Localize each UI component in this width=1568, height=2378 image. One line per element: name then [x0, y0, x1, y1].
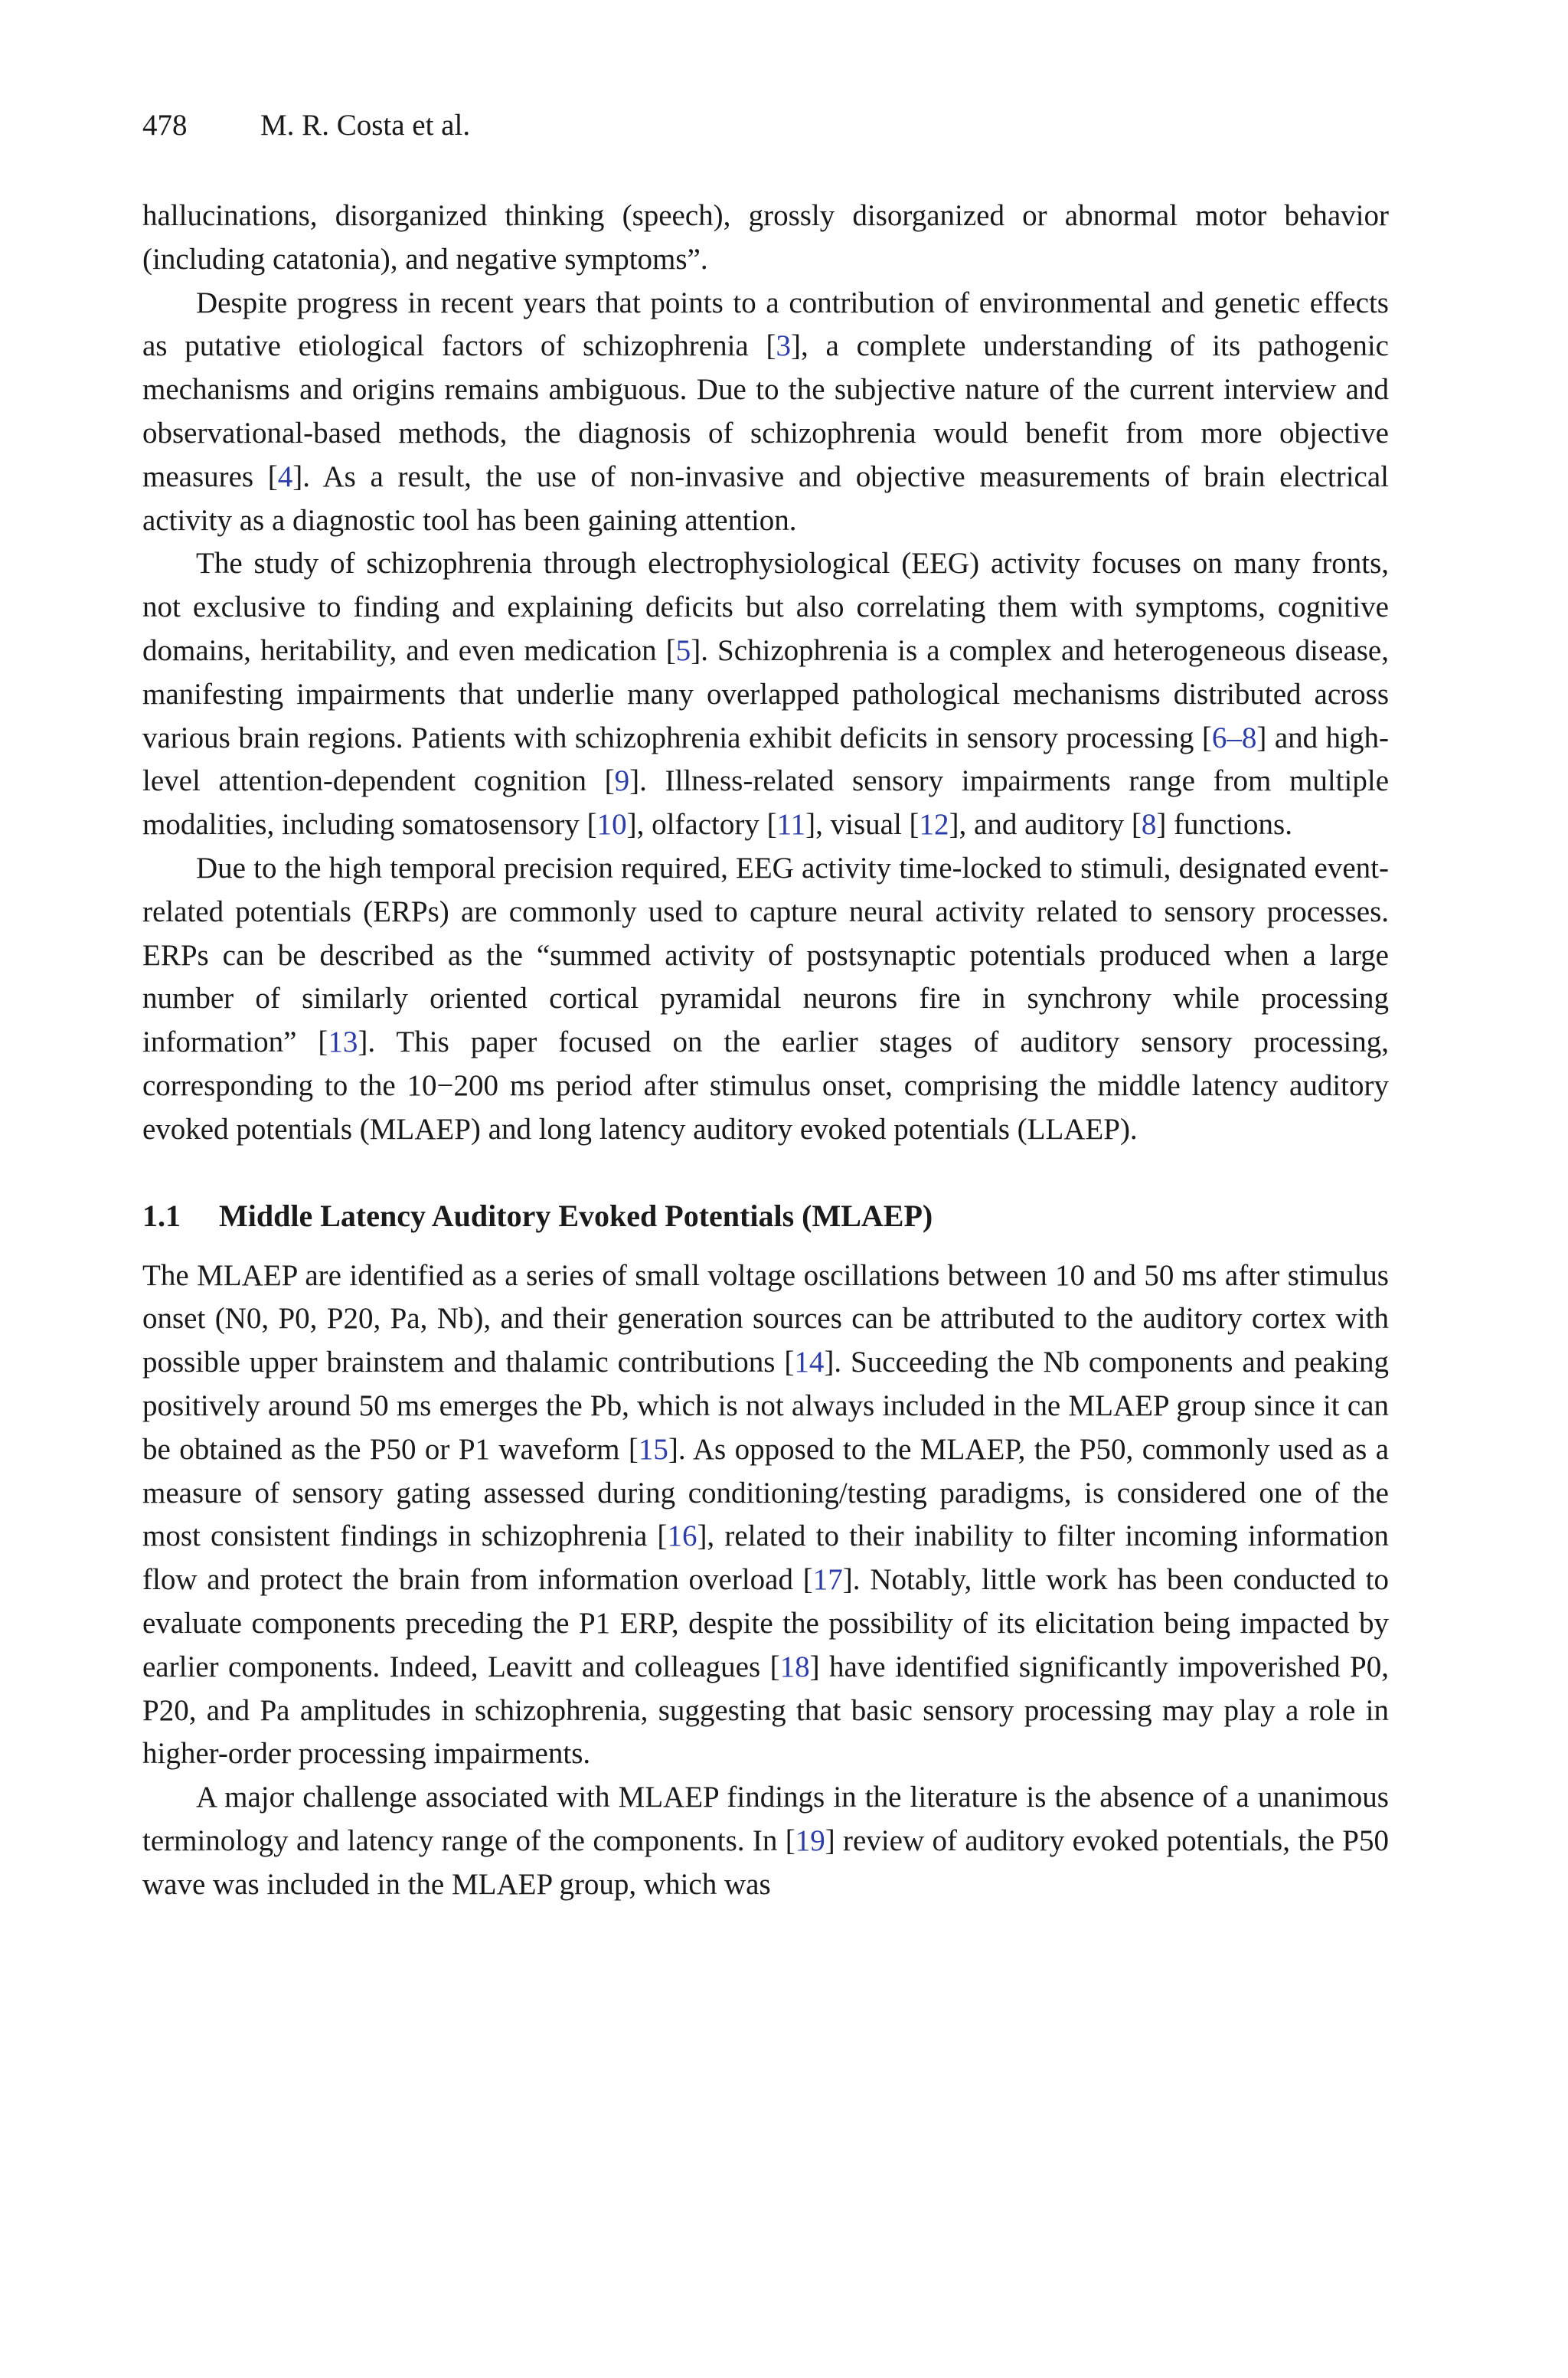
text-run: ]. Illness-related sensory impairments range from multiple modalities, including somatosensory [ — [142, 764, 1389, 842]
text-run: The MLAEP are identified as a series of small voltage oscillations between 10 and 50 ms after stimulus onset (N0, P0, P20, Pa, Nb), and their generation sources can be attributed to the auditory cortex with possible upper brainstem and thalamic contributions [ — [142, 1258, 1389, 1379]
text-run: Despite progress in recent years that points to a contribution of environmental and genetic effects as putative etiological factors of schizophrenia [ — [142, 286, 1389, 363]
citation-link[interactable]: 11 — [776, 808, 806, 842]
text-run: Due to the high temporal precision required, EEG activity time-locked to stimuli, designated event-related potentials (ERPs) are commonly used to capture neural activity related to sensory processes. ERPs can be described as the “summed activity of postsynaptic potentials produced when a large number of similarly oriented cortical pyramidal neurons fire in synchrony while processing information” [ — [142, 851, 1389, 1059]
text-run: ], related to their inability to filter incoming information flow and protect the brain from information overload [ — [142, 1519, 1389, 1597]
text-run: ] and high-level attention-dependent cognition [ — [142, 721, 1389, 798]
citation-link[interactable]: 3 — [776, 329, 791, 363]
text-run: ]. As a result, the use of non-invasive and objective measurements of brain electrical activity as a diagnostic tool has been gaining attention. — [142, 460, 1389, 537]
paragraph-p5 — [142, 1776, 1389, 1906]
section-number: 1.1 — [142, 1198, 181, 1233]
text-run: A major challenge associated with MLAEP findings in the literature is the absence of a unanimous terminology and latency range of the components. In [ — [142, 1781, 1389, 1857]
text-run: The study of schizophrenia through electrophysiological (EEG) activity focuses on many fronts, not exclusive to finding and explaining deficits but also correlating them with symptoms, cognitive domains, heritability, and even medication [ — [142, 547, 1389, 667]
citation-link[interactable]: 17 — [812, 1563, 843, 1597]
paragraph-p1 — [142, 282, 1389, 543]
paragraph-p2 — [142, 542, 1389, 847]
citation-link[interactable]: 14 — [794, 1346, 825, 1379]
running-head-authors: M. R. Costa et al. — [260, 109, 471, 142]
text-run: ] review of auditory evoked potentials, the P50 wave was included in the MLAEP group, which was — [142, 1824, 1389, 1901]
running-header — [142, 107, 470, 144]
text-run: ] have identified significantly impoverished P0, P20, and Pa amplitudes in schizophrenia, suggesting that basic sensory processing may play a role in higher-order processing impairments. — [142, 1650, 1389, 1771]
paragraph-p0 — [142, 195, 1389, 282]
citation-link[interactable]: 10 — [596, 808, 627, 842]
citation-link[interactable]: 12 — [919, 808, 949, 842]
citation-link[interactable]: 8 — [1141, 808, 1157, 842]
citation-link[interactable]: 9 — [614, 764, 630, 798]
citation-link[interactable]: 16 — [667, 1519, 697, 1553]
text-run: ]. This paper focused on the earlier stages of auditory sensory processing, corresponding to the 10−200 ms period after stimulus onset, comprising the middle latency auditory evoked potentials (MLAEP) and long latency auditory evoked potentials (LLAEP). — [142, 1025, 1389, 1146]
citation-link[interactable]: 4 — [277, 460, 293, 493]
paragraph-p4 — [142, 1254, 1389, 1777]
text-run: ]. Schizophrenia is a complex and heterogeneous disease, manifesting impairments that underlie many overlapped pathological mechanisms distributed across various brain regions. Patients with schizophrenia exhibit deficits in sensory processing [ — [142, 633, 1389, 754]
citation-link[interactable]: 15 — [638, 1432, 668, 1466]
citation-link[interactable]: 6–8 — [1211, 721, 1257, 754]
citation-link[interactable]: 5 — [675, 633, 691, 667]
text-run: ], and auditory [ — [949, 808, 1142, 842]
paragraph-p3 — [142, 847, 1389, 1152]
section-heading — [142, 1195, 1389, 1238]
body-text — [142, 195, 1389, 1906]
text-run: ], olfactory [ — [626, 808, 777, 842]
text-run: ]. As opposed to the MLAEP, the P50, commonly used as a measure of sensory gating assessed during conditioning/testing paradigms, is considered one of the most consistent findings in schizophrenia [ — [142, 1432, 1390, 1553]
text-run: ]. Notably, little work has been conducted to evaluate components preceding the P1 ERP, despite the possibility of its elicitation being impacted by earlier components. Indeed, Leavitt and colleagues [ — [142, 1563, 1389, 1683]
text-run: hallucinations, disorganized thinking (speech), grossly disorganized or abnormal motor behavior (including catatonia), and negative symptoms”. — [142, 199, 1389, 276]
citation-link[interactable]: 18 — [779, 1650, 810, 1683]
text-run: ] functions. — [1156, 808, 1292, 842]
citation-link[interactable]: 13 — [328, 1025, 358, 1059]
section-title: Middle Latency Auditory Evoked Potentials (MLAEP) — [219, 1198, 933, 1233]
text-run: ], visual [ — [805, 808, 920, 842]
text-run: ], a complete understanding of its pathogenic mechanisms and origins remains ambiguous. Due to the subjective nature of the current interview and observational-based methods, the diagnosis of schizophrenia would benefit from more objective measures [ — [142, 329, 1389, 493]
citation-link[interactable]: 19 — [795, 1824, 825, 1857]
page-number: 478 — [142, 109, 188, 142]
text-run: ]. Succeeding the Nb components and peaking positively around 50 ms emerges the Pb, which is not always included in the MLAEP group since it can be obtained as the P50 or P1 waveform [ — [142, 1346, 1390, 1466]
